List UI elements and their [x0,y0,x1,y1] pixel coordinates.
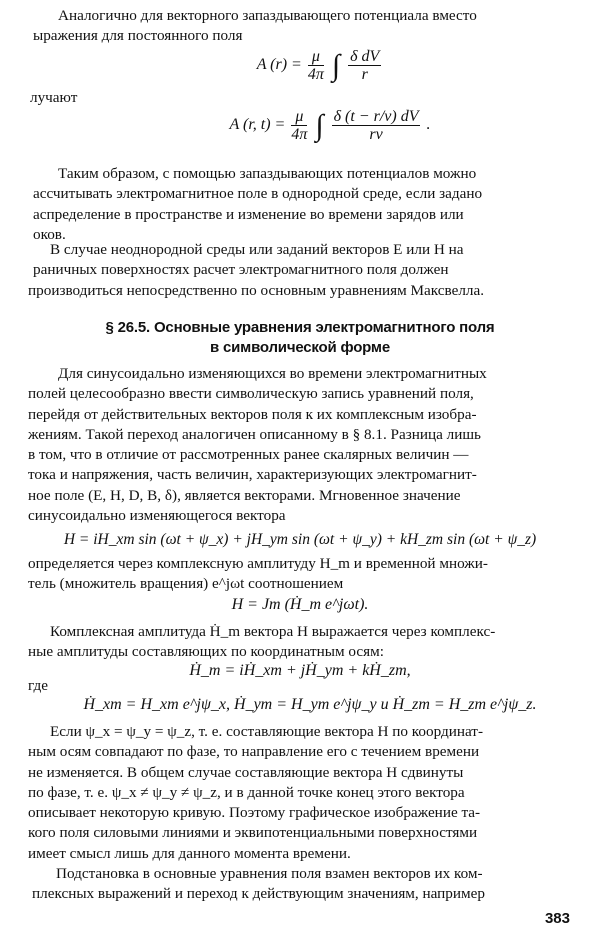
text-line: перейдя от действительных векторов поля к их комплексным изобра- [28,405,477,423]
text-line: В случае неоднородной среды или заданий векторов E или H на [50,241,464,258]
text-line: в том, что в отличие от рассмотренных ранее скалярных величин — [28,446,469,464]
text-line: по фазе, т. е. ψ_x ≠ ψ_y ≠ ψ_z, и в данной точке конец этого вектора [28,783,465,801]
paragraph-intro [0,6,600,47]
text-line: не изменяется. В общем случае составляющие вектора H сдвинуты [28,763,464,781]
text-line: плексных выражений и переход к действующим значениям, например [32,885,485,903]
text-line: ассчитывать электромагнитное поле в однородной среде, если задано [33,185,483,203]
section-heading [0,318,600,358]
equation-retarded-potential [0,108,600,143]
text-line: Подстановка в основные уравнения поля взамен векторов их ком- [56,865,483,882]
paragraph-conclusion [0,164,600,245]
equation-complex-vector: Ḣ_m = iḢ_xm + jḢ_ym + kḢ_zm, [189,662,411,679]
text-line: Комплексная амплитуда Ḣ_m вектора H выражается через комплекс- [50,623,496,640]
paragraph-components [0,622,600,663]
equation-component-amplitudes: Ḣ_xm = H_xm e^jψ_x, Ḣ_ym = H_ym e^jψ_y и Ḣ_zm = H_zm e^jψ_z. [83,696,537,713]
paragraph-phase [0,722,600,864]
coefficient-numerator: μ [308,48,324,66]
text-line: кого поля силовыми линиями и эквипотенциальными поверхностями [28,824,478,842]
integral-sign: ∫ [331,48,341,82]
integrand-denominator: rv [369,126,383,143]
paragraph-inhomogeneous [0,240,600,301]
integrand-numerator: δ (t − r/v) dV [333,108,419,125]
text-line: Для синусоидально изменяющихся во времени электромагнитных [58,365,487,382]
integrand-fraction [332,108,421,143]
text-line: ные амплитуды составляющих по координатным осям: [28,643,384,661]
integrand-fraction [348,48,381,83]
text-line: оков. [33,225,66,243]
coefficient-denominator: 4π [307,66,324,83]
text-line: определяется через комплексную амплитуду H_m и временной множи- [28,555,488,572]
integrand-numerator: δ dV [350,48,380,65]
equation-lhs: A (r, t) = [229,116,286,134]
text-line: тель (множитель вращения) e^jωt соотношением [28,575,344,593]
heading-line-2: в символической форме [210,339,390,356]
text-line: Аналогично для векторного запаздывающего потенциала вместо [58,7,477,24]
text-line: синусоидально изменяющегося вектора [28,507,286,525]
equation-end: . [426,116,431,134]
page-number: 383 [544,910,570,927]
coefficient-fraction [291,108,307,143]
text-line: ыражения для постоянного поля [33,27,243,45]
text-line: производиться непосредственно по основным уравнениям Максвелла. [28,281,485,299]
paragraph-obtain [0,88,600,108]
equation-rotation-factor: H = Jm (Ḣ_m e^jωt). [231,596,369,613]
text-line: ное поле (E, H, D, B, δ), является векторами. Мгновенное значение [28,486,461,504]
text-line: тока и напряжения, часть величин, характеризующих электромагнит- [28,466,477,484]
text-line: жениям. Такой переход аналогичен описанному в § 8.1. Разница лишь [28,425,481,443]
text-line: Если ψ_x = ψ_y = ψ_z, т. е. составляющие вектора H по координат- [50,723,484,740]
equation-instantaneous-vector: H = iH_xm sin (ωt + ψ_x) + jH_ym sin (ωt + ψ_y) + kH_zm sin (ωt + ψ_z) [63,531,537,548]
coefficient-denominator: 4π [291,126,308,143]
integrand-denominator: r [361,66,368,83]
text-line: описывает некоторую кривую. Поэтому графическое изображение та- [28,804,481,822]
paragraph-substitution [0,864,600,905]
text-line: раничных поверхностях расчет электромагнитного поля должен [33,261,449,279]
text-line: аспределение в пространстве и изменение во времени зарядов или [33,205,464,223]
coefficient-numerator: μ [291,108,307,126]
coefficient-fraction [308,48,324,83]
equation-lhs: A (r) = [256,56,302,74]
text-line: имеет смысл лишь для данного момента времени. [28,844,351,862]
text-line: ным осям совпадают по фазе, то направление его с течением времени [28,743,480,761]
text-line: лучают [30,89,78,106]
paragraph-complex-amplitude [0,554,600,595]
heading-line-1: § 26.5. Основные уравнения электромагнитного поля [105,319,495,336]
integral-sign: ∫ [315,108,324,142]
text-line: полей целесообразно ввести символическую запись уравнений поля, [28,385,474,403]
text-line: Таким образом, с помощью запаздывающих потенциалов можно [58,165,477,182]
equation-vector-potential [0,48,600,83]
where-label: где [28,677,48,694]
paragraph-symbolic-form [0,364,600,526]
